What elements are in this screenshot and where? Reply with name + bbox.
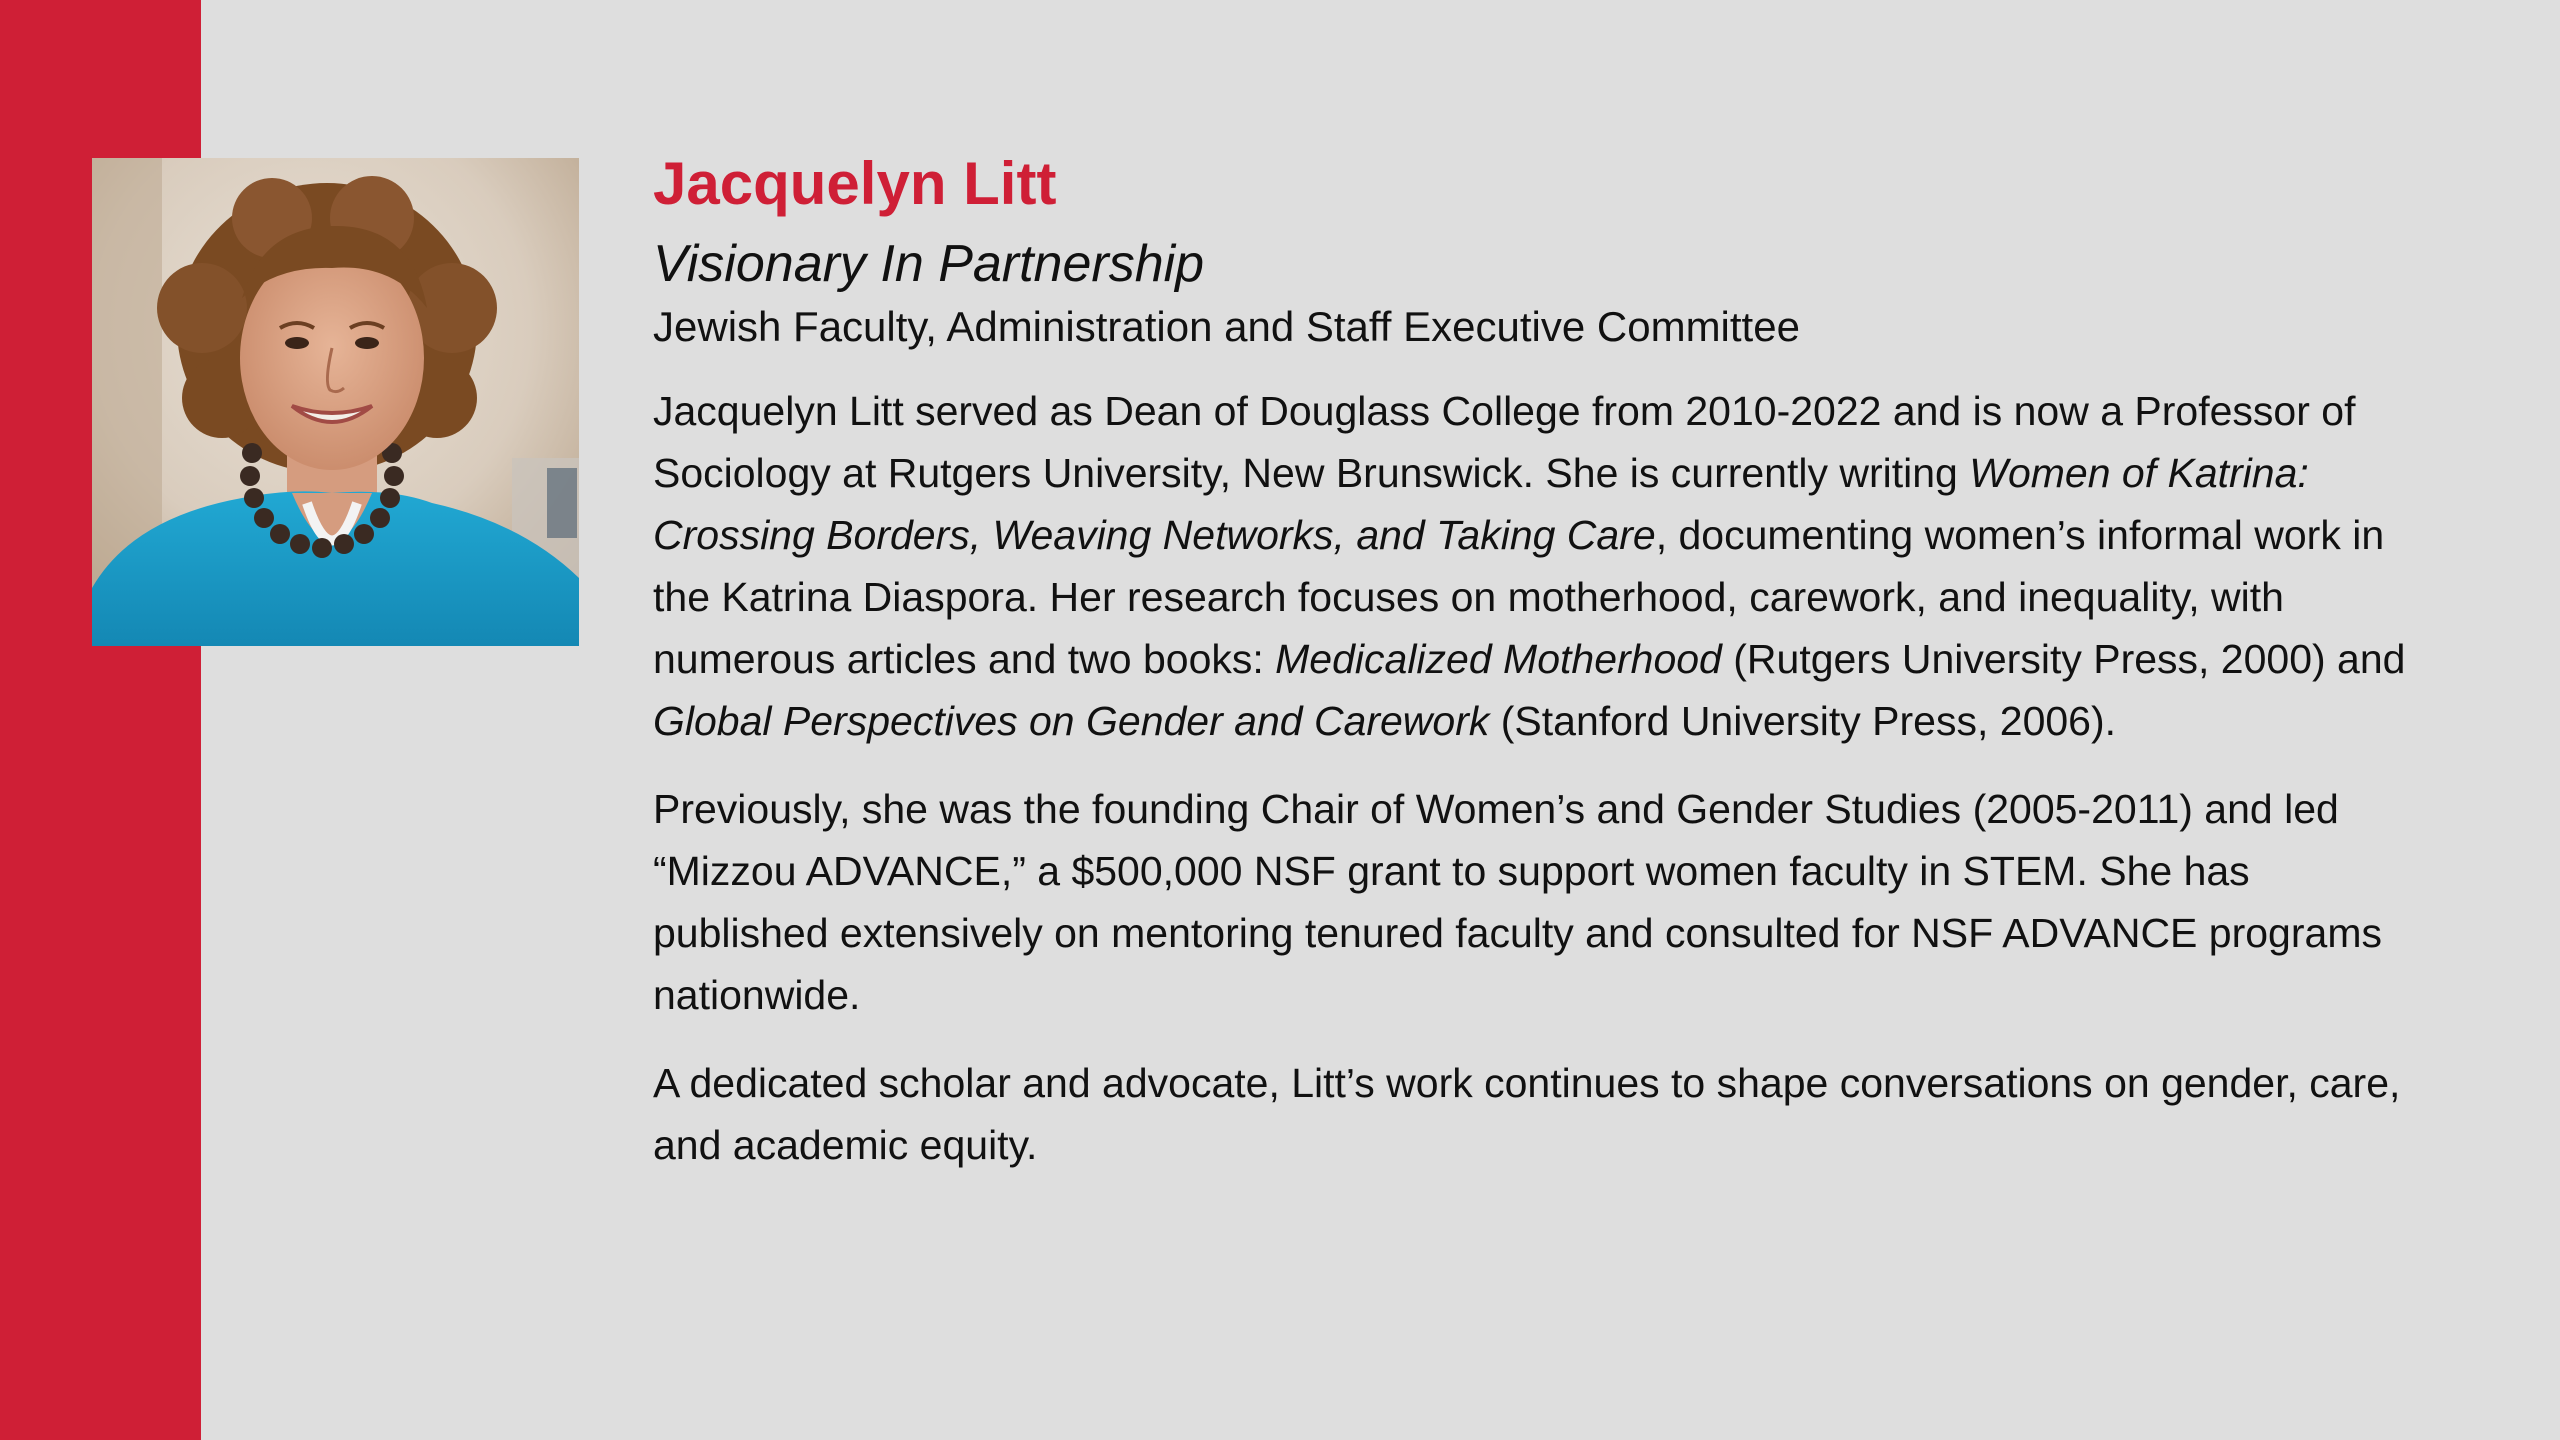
book-title: Women of Katrina: Crossing Borders, Weaving Networks, and Taking Care: [653, 450, 2309, 558]
book-title: Medicalized Motherhood: [1275, 636, 1722, 682]
profile-content: [653, 142, 2413, 1176]
bio-paragraph-2: Previously, she was the founding Chair of Women’s and Gender Studies (2005-2011) and led “Mizzou ADVANCE,” a $500,000 NSF grant to support women faculty in STEM. She has published extensively on mentoring tenured faculty and consulted for NSF ADVANCE programs nationwide.: [653, 786, 2382, 1018]
person-name: Jacquelyn Litt: [653, 150, 1057, 217]
bio-text: (Rutgers University Press, 2000) and: [1721, 636, 2406, 682]
bio-text: (Stanford University Press, 2006).: [1489, 698, 2117, 744]
bio-paragraph-1: [653, 380, 2413, 752]
bio-text: Jacquelyn Litt served as Dean of Douglass College from 2010-2022 and is now a Professor of Sociology at Rutgers University, New Brunswick. She is currently writing: [653, 388, 2356, 496]
bio-text: , documenting women’s informal work in the Katrina Diaspora. Her research focuses on motherhood, carework, and inequality, with numerous articles and two books:: [653, 512, 2385, 682]
committee-title: Jewish Faculty, Administration and Staff Executive Committee: [653, 303, 1800, 350]
bio-paragraph-3: A dedicated scholar and advocate, Litt’s work continues to shape conversations on gender, care, and academic equity.: [653, 1060, 2401, 1168]
profile-photo: [92, 158, 579, 646]
person-role: Visionary In Partnership: [653, 235, 1205, 293]
book-title: Global Perspectives on Gender and Carework: [653, 698, 1490, 744]
